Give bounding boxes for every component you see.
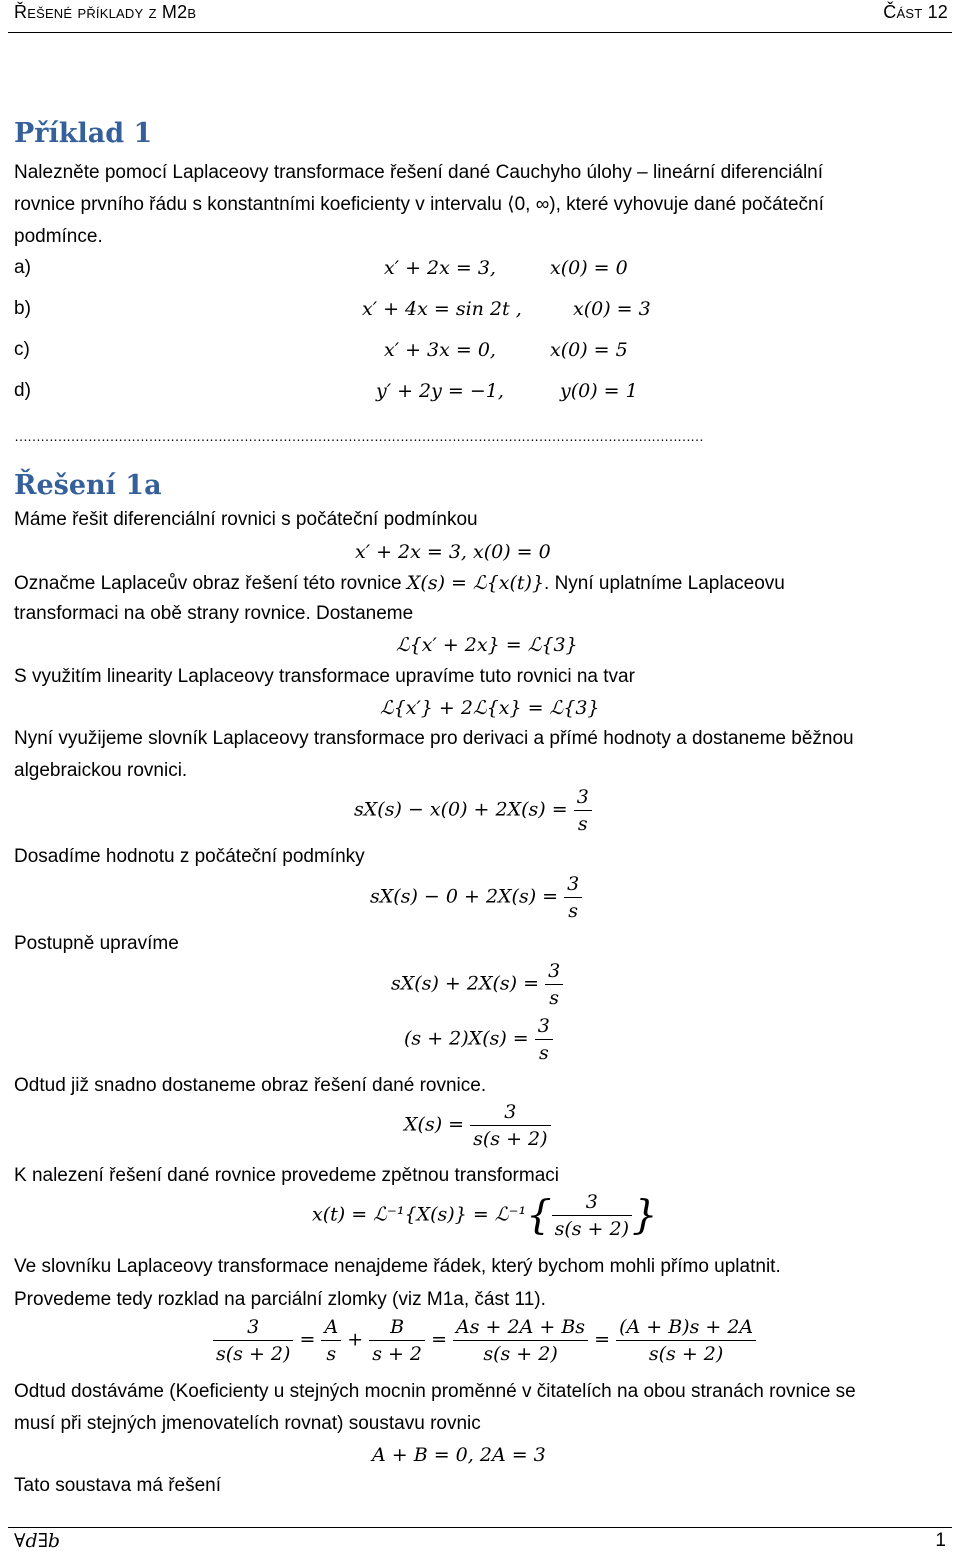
solution-p1: Máme řešit diferenciální rovnici s počáteční podmínkou (14, 509, 478, 530)
solution-p2 (14, 567, 785, 600)
eq4-denominator: s (574, 810, 592, 835)
eq7-denominator: s (535, 1039, 553, 1064)
solution-eq4 (354, 786, 592, 835)
solution-p10: Provedeme tedy rozklad na parciální zlomky (viz M1a, část 11). (14, 1289, 546, 1310)
solution-p7: Odtud již snadno dostaneme obraz řešení dané rovnice. (14, 1075, 487, 1096)
solution-p11-line1: Odtud dostáváme (Koeficienty u stejných mocnin proměnné v čitatelích na obou stranách rovnice se (14, 1381, 856, 1402)
intro-line-3: podmínce. (14, 226, 103, 247)
pf-fraction-2 (321, 1316, 341, 1365)
eq7-numerator: 3 (537, 1015, 550, 1037)
eq8-fraction (470, 1101, 550, 1150)
task-label-d: d) (14, 380, 31, 401)
header-right: Část 12 (883, 2, 948, 22)
task-condition-d: y(0) = 1 (560, 380, 638, 402)
pf-op-2: + (347, 1328, 364, 1351)
eq4-numerator: 3 (576, 786, 589, 808)
solution-title: Řešení 1a (14, 470, 162, 501)
solution-eq9 (312, 1191, 657, 1240)
pf-3-den: s + 2 (369, 1340, 425, 1365)
footer-page-number: 1 (935, 1530, 946, 1551)
pf-1-num: 3 (247, 1316, 260, 1338)
eq9-left: x(t) = ℒ⁻¹{X(s)} = ℒ⁻¹ (312, 1203, 527, 1226)
task-equation-d: y′ + 2y = −1, (376, 380, 504, 402)
header-rule (8, 32, 952, 33)
pf-5-num: (A + B)s + 2A (619, 1316, 754, 1338)
intro-line-2: rovnice prvního řádu s konstantními koeficienty v intervalu ⟨0, ∞), které vyhovuje dané počáteční (14, 194, 824, 215)
eq6-numerator: 3 (548, 960, 561, 982)
task-equation-b: x′ + 4x = sin 2t , (362, 298, 522, 320)
pf-op-1: = (299, 1328, 316, 1351)
separator-dots: …………………………………………………………………………………………………………………………………………… (14, 428, 703, 444)
task-label-b: b) (14, 298, 31, 319)
pf-fraction-5 (616, 1316, 756, 1365)
solution-p2-text-b: . Nyní uplatníme Laplaceovu (544, 573, 785, 594)
solution-p4-line2: algebraickou rovnici. (14, 760, 188, 781)
eq8-denominator: s(s + 2) (470, 1125, 550, 1150)
task-equation-c: x′ + 3x = 0, (384, 339, 496, 361)
header-left: Řešené příklady z M2b (14, 2, 197, 22)
eq9-left-brace: { (526, 1192, 552, 1239)
eq7-fraction (535, 1015, 553, 1064)
footer-left: ∀d∃b (14, 1530, 61, 1552)
solution-p9: Ve slovníku Laplaceovy transformace nenajdeme řádek, který bychom mohli přímo uplatnit. (14, 1256, 781, 1277)
solution-p8: K nalezení řešení dané rovnice provedeme zpětnou transformaci (14, 1165, 559, 1186)
solution-eq5 (370, 873, 582, 922)
solution-p2-text-a: Označme Laplaceův obraz řešení této rovnice (14, 573, 407, 594)
pf-2-den: s (321, 1340, 341, 1365)
pf-4-den: s(s + 2) (453, 1340, 588, 1365)
footer-rule (8, 1527, 952, 1528)
example-title: Příklad 1 (14, 118, 153, 149)
solution-eq6 (391, 960, 563, 1009)
solution-p2-line2: transformaci na obě strany rovnice. Dostaneme (14, 603, 414, 624)
pf-4-num: As + 2A + Bs (456, 1316, 586, 1338)
pf-5-den: s(s + 2) (616, 1340, 756, 1365)
task-condition-b: x(0) = 3 (573, 298, 651, 320)
eq7-left: (s + 2)X(s) = (404, 1027, 529, 1050)
eq9-numerator: 3 (585, 1191, 598, 1213)
pf-fraction-3 (369, 1316, 425, 1365)
task-condition-c: x(0) = 5 (550, 339, 628, 361)
solution-p2-math: X(s) = ℒ{x(t)} (406, 572, 545, 594)
solution-eq10: A + B = 0, 2A = 3 (372, 1444, 546, 1466)
task-condition-a: x(0) = 0 (550, 257, 628, 279)
pf-2-num: A (324, 1316, 339, 1338)
pf-1-den: s(s + 2) (213, 1340, 293, 1365)
eq5-left: sX(s) − 0 + 2X(s) = (370, 885, 559, 908)
eq8-numerator: 3 (504, 1101, 517, 1123)
eq9-right-brace: } (632, 1192, 658, 1239)
solution-p6: Postupně upravíme (14, 933, 179, 954)
eq6-left: sX(s) + 2X(s) = (391, 972, 540, 995)
eq4-left: sX(s) − x(0) + 2X(s) = (354, 798, 568, 821)
eq9-denominator: s(s + 2) (552, 1215, 632, 1240)
solution-eq2: ℒ{x′ + 2x} = ℒ{3} (396, 634, 578, 656)
task-equation-a: x′ + 2x = 3, (384, 257, 496, 279)
solution-eq8 (404, 1101, 551, 1150)
solution-p4-line1: Nyní využijeme slovník Laplaceovy transformace pro derivaci a přímé hodnoty a dostaneme běžnou (14, 728, 854, 749)
pf-3-num: B (390, 1316, 405, 1338)
eq6-denominator: s (545, 984, 563, 1009)
solution-p3: S využitím linearity Laplaceovy transformace upravíme tuto rovnici na tvar (14, 666, 635, 687)
pf-op-4: = (594, 1328, 611, 1351)
eq5-denominator: s (564, 897, 582, 922)
eq5-numerator: 3 (567, 873, 580, 895)
pf-fraction-4 (453, 1316, 588, 1365)
eq9-fraction (552, 1191, 632, 1240)
task-label-c: c) (14, 339, 30, 360)
eq6-fraction (545, 960, 563, 1009)
solution-p12: Tato soustava má řešení (14, 1475, 221, 1496)
solution-p5: Dosadíme hodnotu z počáteční podmínky (14, 846, 365, 867)
intro-line-1: Nalezněte pomocí Laplaceovy transformace řešení dané Cauchyho úlohy – lineární diferenciální (14, 162, 824, 183)
eq5-fraction (564, 873, 582, 922)
task-label-a: a) (14, 257, 31, 278)
eq8-left: X(s) = (404, 1113, 465, 1136)
solution-eq3: ℒ{x′} + 2ℒ{x} = ℒ{3} (380, 697, 600, 719)
pf-fraction-1 (213, 1316, 293, 1365)
partial-fraction-equation (213, 1316, 756, 1365)
eq4-fraction (574, 786, 592, 835)
solution-eq7 (404, 1015, 553, 1064)
pf-op-3: = (431, 1328, 447, 1351)
solution-eq1: x′ + 2x = 3, x(0) = 0 (355, 541, 551, 563)
solution-p11-line2: musí při stejných jmenovatelích rovnat) soustavu rovnic (14, 1413, 481, 1434)
